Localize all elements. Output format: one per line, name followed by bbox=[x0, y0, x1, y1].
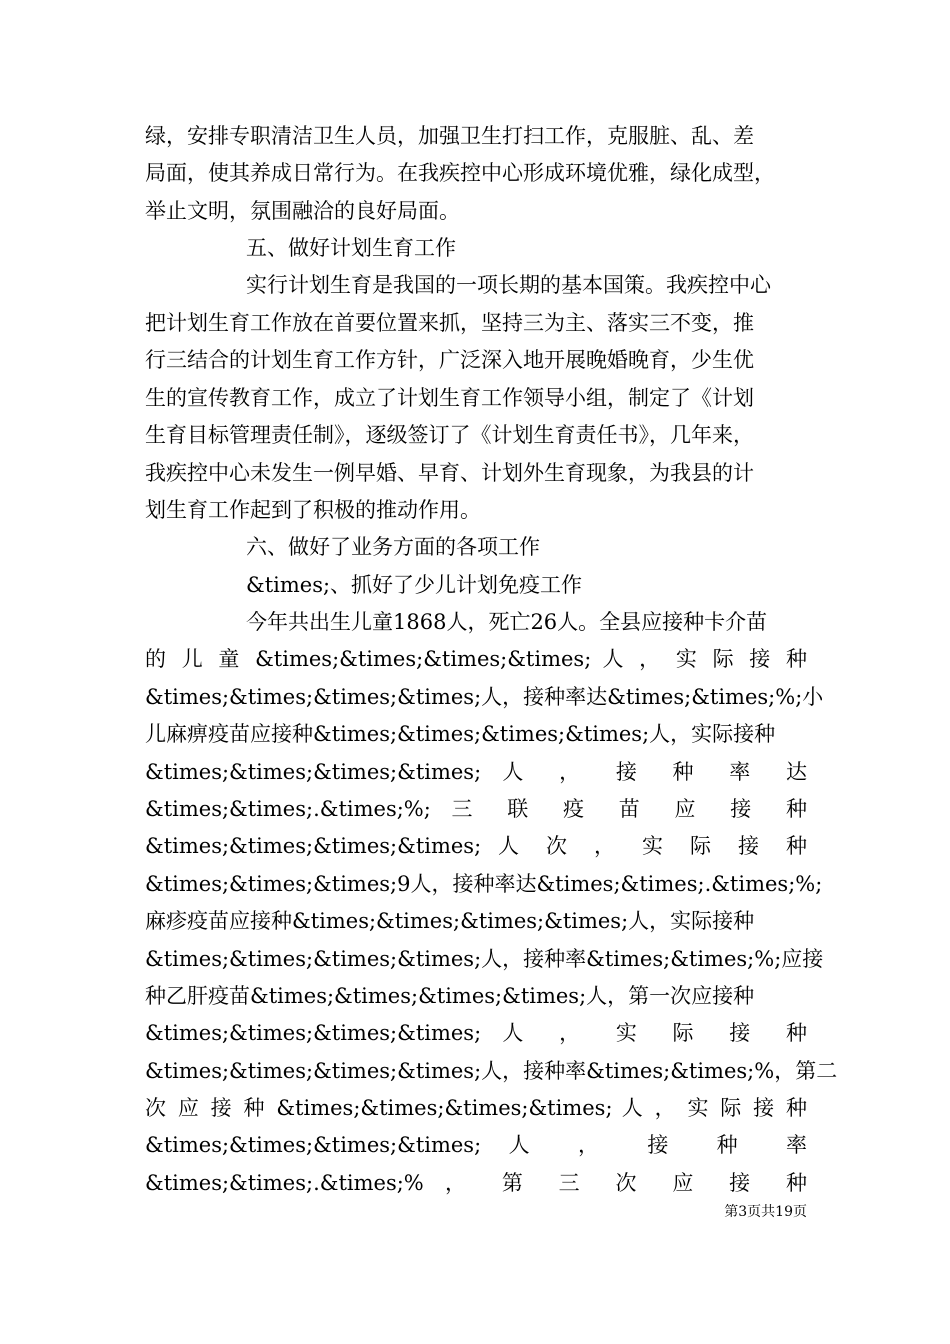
body-text-line: &times;&times;&times;&times; 人 ， 接 种 率 达 bbox=[145, 760, 807, 784]
body-text-line: 次 应 接 种 &times;&times;&times;&times; 人 ， 实 际 接 种 bbox=[145, 1096, 807, 1120]
body-text-line: 行三结合的计划生育工作方针，广泛深入地开展晚婚晚育，少生优 bbox=[145, 348, 754, 372]
body-text-line: &times;&times;&times;&times; 人 次 ， 实 际 接 种 bbox=[145, 834, 807, 858]
body-text-line: &times;&times;&times;9人，接种率达&times;&times;.&times;%; bbox=[145, 872, 823, 896]
body-text-line: &times;&times;&times;&times; 人 ， 接 种 率 bbox=[145, 1133, 807, 1157]
body-text-line: 局面，使其养成日常行为。在我疾控中心形成环境优雅，绿化成型， bbox=[145, 161, 775, 185]
body-text-line: &times;&times;&times;&times;人，接种率达&times;&times;%;小 bbox=[145, 685, 824, 709]
subsection-heading: &times;、抓好了少儿计划免疫工作 bbox=[246, 573, 583, 597]
body-text-line: 生育目标管理责任制》，逐级签订了《计划生育责任书》，几年来， bbox=[145, 423, 754, 447]
body-text-line: &times;&times;.&times;% ， 第 三 次 应 接 种 bbox=[145, 1171, 807, 1195]
section-heading: 六、做好了业务方面的各项工作 bbox=[246, 535, 540, 559]
body-text-line: 划生育工作起到了积极的推动作用。 bbox=[145, 498, 481, 522]
section-heading: 五、做好计划生育工作 bbox=[246, 236, 456, 260]
body-text-line: 我疾控中心未发生一例早婚、早育、计划外生育现象，为我县的计 bbox=[145, 461, 754, 485]
body-text-line: 儿麻痹疫苗应接种&times;&times;&times;&times;人，实际接种 bbox=[145, 722, 776, 746]
body-text-line: &times;&times;.&times;%; 三 联 疫 苗 应 接 种 bbox=[145, 797, 807, 821]
body-text-line: &times;&times;&times;&times;人，接种率&times;&times;%;应接 bbox=[145, 947, 824, 971]
body-text-line: 生的宣传教育工作，成立了计划生育工作领导小组，制定了《计划 bbox=[145, 386, 754, 410]
body-text-line: 绿，安排专职清洁卫生人员，加强卫生打扫工作，克服脏、乱、差 bbox=[145, 124, 754, 148]
body-text-line: 把计划生育工作放在首要位置来抓，坚持三为主、落实三不变，推 bbox=[145, 311, 754, 335]
body-text-line: 实行计划生育是我国的一项长期的基本国策。我疾控中心 bbox=[246, 273, 771, 297]
body-text-line: 的 儿 童 &times;&times;&times;&times; 人 ， 实 际 接 种 bbox=[145, 647, 807, 671]
body-text-line: &times;&times;&times;&times; 人 ， 实 际 接 种 bbox=[145, 1021, 807, 1045]
body-text-line: 举止文明，氛围融洽的良好局面。 bbox=[145, 199, 460, 223]
page-number-footer: 第3页共19页 bbox=[724, 1204, 807, 1220]
body-text-line: 种乙肝疫苗&times;&times;&times;&times;人，第一次应接种 bbox=[145, 984, 755, 1008]
body-text-line: 今年共出生儿童1868人，死亡26人。全县应接种卡介苗 bbox=[246, 610, 768, 634]
body-text-line: 麻疹疫苗应接种&times;&times;&times;&times;人，实际接种 bbox=[145, 909, 755, 933]
body-text-line: &times;&times;&times;&times;人，接种率&times;&times;%，第二 bbox=[145, 1059, 838, 1083]
